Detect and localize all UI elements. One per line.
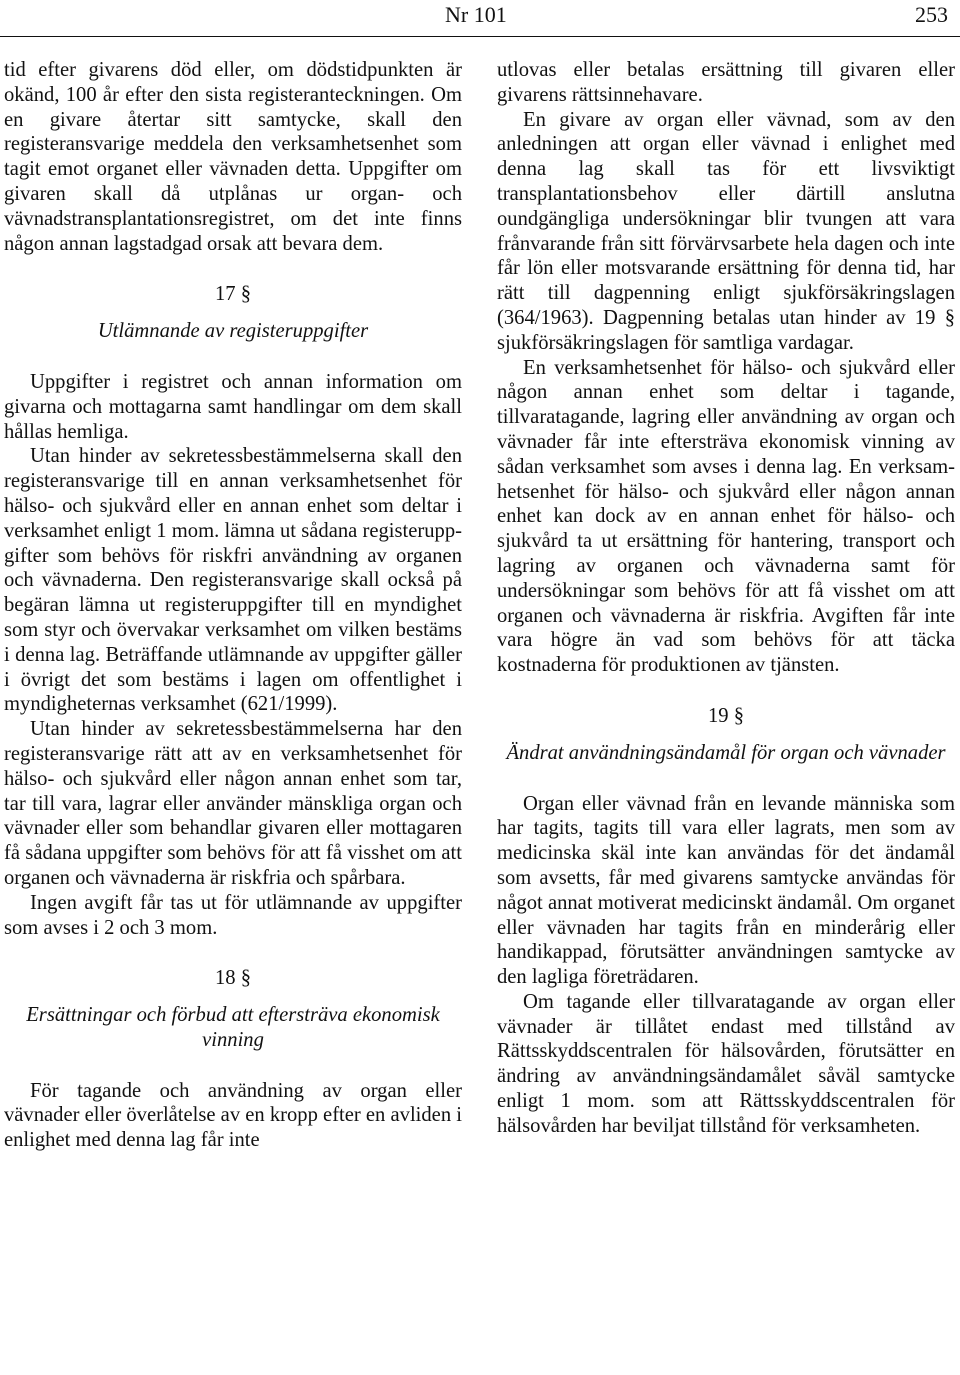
section-number-18: 18 § [214,967,252,990]
section-title-17: Utlämnande av registeruppgifter [97,320,369,343]
section-title-19: Ändrat användningsändamål för organ och vävnader [506,741,946,764]
section-title-18: Ersättningar och förbud att eftersträva ekonomisk vinning [26,1004,440,1051]
paragraph: utlovas eller betalas ersättning till givaren eller givarens rättsinnehavare. [497,59,955,106]
paragraph: Utan hinder av sekretessbestämmelserna har den registeransvarige rätt att av en verksamhetsenhet för hälso- och sjukvård eller någon annan enhet som tar, tar till vara, lagrar eller använder mänskliga organ och vävnader eller som behandlar givaren eller mottagaren få sådana uppgifter som behövs för att få visshet om att organen och vävnaderna är riskfria och spårbara. [4,718,462,889]
paragraph: tid efter givarens död eller, om dödstidpunkten är okänd, 100 år efter den sista registeranteckningen. Om en givare återtar sitt samtycke, skall den registeransvarige meddela den verksamhetsenhet som tagit emot organet eller vävnaden detta. Uppgifter om givaren skall då utplånas ur organ- och vävnadstransplantationsregistret, om det inte finns någon annan lagstadgad orsak att bevara dem. [4,59,462,255]
paragraph: Ingen avgift får tas ut för utlämnande av uppgifter som avses i 2 och 3 mom. [4,891,462,939]
paragraph: En verksamhetsenhet för hälso- och sjukvård eller någon annan enhet som deltar i tagande, tillvaratagande, lagring eller användning av organ och vävnader får inte eftersträva ekonomisk vinning av sådan verksamhet som avses i denna lag. En verksamhetsenhet för hälso- och sjukvård eller någon annan enhet kan dock av en annan enhet för hälso- och sjukvård ta ut ersättning för hantering, transport och lagring av organen och vävnaderna samt för undersökningar som behövs för att få visshet om att organen och vävnaderna är riskfria. Avgiften får inte vara högre än vad som behövs för att täcka kostnaderna för produktionen av tjänsten. [497,356,955,677]
journal-number: Nr 101 [445,2,507,27]
paragraph: För tagande och användning av organ eller vävnader eller överlåtelse av en kropp efter en avliden i enlighet med denna lag får inte [4,1079,462,1152]
page-number: 253 [915,2,948,27]
paragraph: Utan hinder av sekretessbestämmelserna skall den registeransvarige till en annan verksamhetsenhet för hälso- och sjukvård eller en annan enhet som deltar i verksamhet enligt 1 mom. lämna ut sådana registeruppgifter som behövs för riskfri användning av organen och vävnaderna. Den registeransvarige skall också på begäran lämna ut registeruppgifter till en myndighet som styr och övervakar verksamhet om vilken bestäms i denna lag. Beträffande utlämnande av uppgifter gäller i övrigt det som bestäms i lagen om offentlighet i myndigheternas verksamhet (621/1999). [4,445,462,716]
paragraph: Uppgifter i registret och annan information om givarna och mottagarna samt handlingar om dem skall hållas hemliga. [4,370,462,443]
paragraph: Om tagande eller tillvaratagande av organ eller vävnader är tillåtet endast med tillstånd av Rättsskyddscentralen för hälsovården, förutsätter en ändring av användningsändamålet såväl samtycke enligt 1 mom. som att Rättsskyddscentralen för hälsovården har beviljat tillstånd för verksamheten. [497,990,955,1137]
left-column [4,58,462,1153]
right-column [497,58,955,1139]
paragraph: Organ eller vävnad från en levande människa som har tagits, tagits till vara eller lagrats, men som av medicinska skäl inte kan användas för det ändamål som avsetts, får med givarens samtycke användas för något annat motiverat medicinskt ändamål. Om organet eller vävnaden har tagits från en minderårig eller handikappad, förutsätter användningen samtycke av den lagliga företrädaren. [497,792,955,989]
paragraph: En givare av organ eller vävnad, som av den anledningen att organ eller vävnad i enlighet med denna lag skall tas för ett livsviktigt transplantationsbehov eller därtill anslutna oundgängliga undersökningar blir tvungen att vara frånvarande från sitt förvärvsarbete hela dagen och inte får lön eller motsvarande ersättning för denna tid, har rätt till dagpenning enligt sjukförsäkringslagen (364/1963). Dagpenning betalas utan hinder av 19 § sjukförsäkringslagen för samtliga vardagar. [497,108,955,354]
section-number-17: 17 § [214,283,252,306]
page-header [0,0,960,37]
section-number-19: 19 § [707,704,745,727]
